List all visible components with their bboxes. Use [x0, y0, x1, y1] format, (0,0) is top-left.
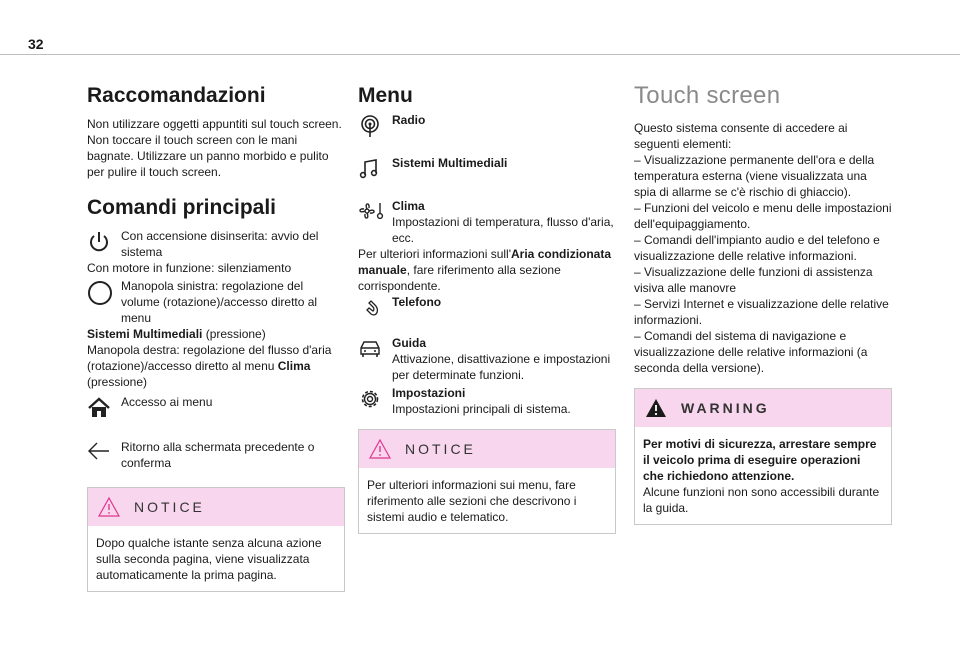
telefono-label: Telefono	[392, 295, 442, 309]
caution-triangle-icon	[369, 439, 391, 459]
knob-right-text: Manopola destra: regolazione del flusso d'aria (rotazione)/accesso diretto al menu Clima	[87, 343, 332, 373]
knob-right-text-end: (pressione)	[87, 375, 148, 389]
knob-row	[87, 278, 345, 326]
notice-header	[88, 488, 344, 526]
knob-icon	[87, 278, 121, 311]
warning-header	[635, 389, 891, 427]
gear-icon	[358, 385, 392, 416]
notice-text: Per ulteriori informazioni sui menu, fare riferimento alle sezioni che descrivono i sistemi audio e telematico.	[367, 478, 577, 524]
touchscreen-intro: Questo sistema consente di accedere ai seguenti elementi:	[634, 121, 848, 151]
notice-box-middle	[358, 429, 616, 534]
home-icon	[87, 394, 121, 425]
list-item: – Comandi dell'impianto audio e del telefono e visualizzazione delle relative informazioni.	[634, 233, 880, 263]
power-row	[87, 228, 345, 260]
warning-label: WARNING	[681, 400, 770, 416]
notice-text: Dopo qualche istante senza alcuna azione sulla seconda pagina, viene visualizzata automaticamente la prima pagina.	[96, 536, 322, 582]
warning-text: Per motivi di sicurezza, arrestare sempre il veicolo prima di eseguire operazioni che richiedono attenzione. Alcune funzioni non sono accessibili durante la guida.	[643, 437, 880, 515]
radio-label: Radio	[392, 113, 426, 127]
touchscreen-title: Touch screen	[634, 82, 781, 109]
controls-title: Comandi principali	[87, 196, 277, 219]
notice-box-left	[87, 487, 345, 592]
list-item: – Visualizzazione permanente dell'ora e della temperatura esterna (viene visualizzata una spia di allarme se c'è rischio di ghiaccio).	[634, 153, 875, 199]
power-icon	[87, 228, 121, 259]
car-icon	[358, 335, 392, 364]
warning-triangle-icon	[645, 398, 667, 418]
notice-label: NOTICE	[405, 441, 476, 457]
column-right	[634, 74, 892, 525]
column-middle	[358, 74, 616, 534]
list-item: – Visualizzazione delle funzioni di assistenza visiva alle manovre	[634, 265, 873, 295]
clima-text: Clima Impostazioni di temperatura, flusso d'aria, ecc.	[392, 199, 614, 245]
radio-icon	[358, 112, 392, 143]
fan-icon	[358, 198, 392, 227]
home-text: Accesso ai menu	[121, 395, 213, 409]
back-arrow-icon	[87, 439, 121, 466]
guida-text: Guida Attivazione, disattivazione e impostazioni per determinate funzioni.	[392, 336, 611, 382]
caution-triangle-icon	[98, 497, 120, 517]
list-item: – Servizi Internet e visualizzazione delle relative informazioni.	[634, 297, 889, 327]
list-item: – Funzioni del veicolo e menu delle impostazioni dell'equipaggiamento.	[634, 201, 892, 231]
home-row	[87, 394, 345, 425]
impostazioni-text: Impostazioni Impostazioni principali di sistema.	[392, 386, 571, 416]
impostazioni-row	[358, 385, 616, 417]
clima-more-text: Per ulteriori informazioni sull'Aria condizionata manuale, fare riferimento alla sezione corrispondente.	[358, 247, 612, 293]
notice-header	[359, 430, 615, 468]
guida-row	[358, 335, 616, 383]
warning-box	[634, 388, 892, 525]
multimedia-row	[358, 155, 616, 184]
recommendations-text: Non utilizzare oggetti appuntiti sul touch screen. Non toccare il touch screen con le mani bagnate. Utilizzare un panno morbido e pulito per pulire il touch screen.	[87, 117, 342, 179]
column-left	[87, 74, 345, 592]
radio-row	[358, 112, 616, 143]
telefono-row	[358, 294, 616, 323]
recommendations-title: Raccomandazioni	[87, 84, 266, 107]
knob-text: Manopola sinistra: regolazione del volume (rotazione)/accesso diretto al menu	[121, 279, 318, 325]
header-rule	[0, 54, 960, 55]
power-line1: Con accensione disinserita: avvio del sistema	[121, 229, 319, 259]
menu-title: Menu	[358, 84, 413, 107]
music-note-icon	[358, 155, 392, 184]
knob-text-cont: Sistemi Multimediali (pressione)	[87, 327, 266, 341]
page-number: 32	[28, 36, 44, 52]
phone-icon	[358, 294, 392, 323]
multimedia-label: Sistemi Multimediali	[392, 156, 508, 170]
clima-row	[358, 198, 616, 246]
back-text: Ritorno alla schermata precedente o conferma	[121, 440, 315, 470]
list-item: – Comandi del sistema di navigazione e visualizzazione delle relative informazioni (a seconda della versione).	[634, 329, 868, 375]
back-row	[87, 439, 345, 471]
notice-label: NOTICE	[134, 499, 205, 515]
power-line2: Con motore in funzione: silenziamento	[87, 261, 292, 275]
